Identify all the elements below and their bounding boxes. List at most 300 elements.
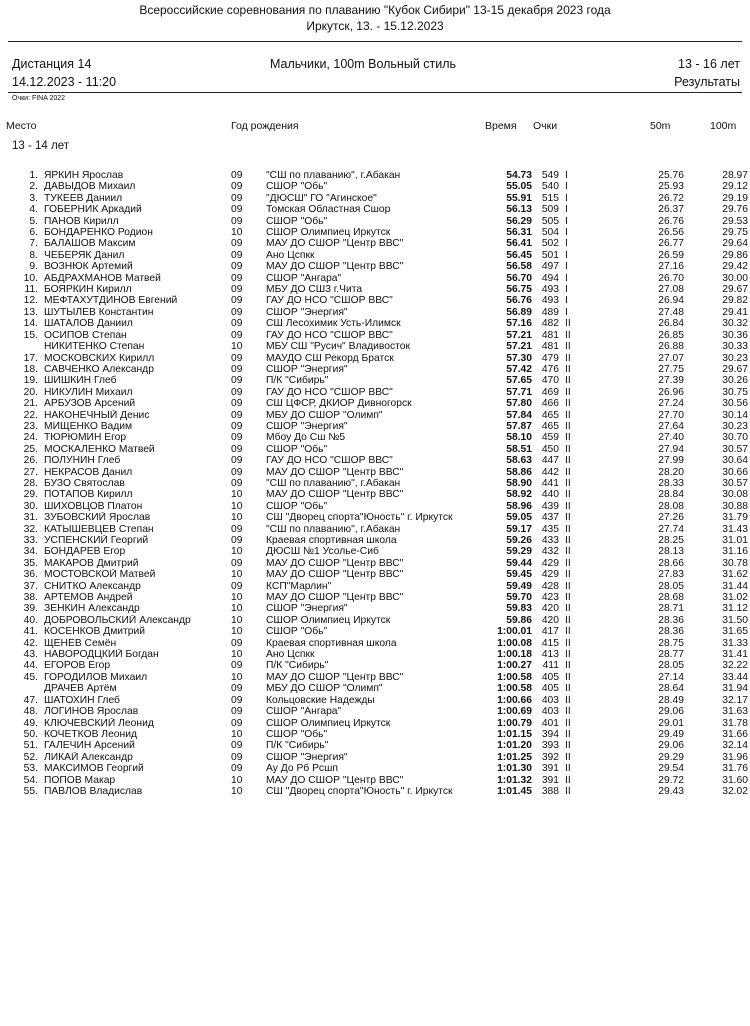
result-time: 1:00.01	[497, 626, 532, 638]
result-place: 1.	[29, 170, 38, 181]
result-place: 36.	[23, 569, 38, 581]
fina-points: 549	[541, 170, 559, 181]
split-100m: 31.76	[722, 763, 748, 775]
result-place: 34.	[23, 546, 38, 558]
club-name: СШОР "Ангара"	[266, 272, 342, 284]
split-50m: 28.71	[658, 603, 684, 615]
result-row	[0, 478, 750, 489]
club-name: СШ "Дворец спорта"Юность" г. Иркутск	[266, 512, 453, 524]
birth-year: 09	[231, 409, 243, 421]
club-name: Кольцовские Надежды	[266, 694, 375, 706]
result-place: 31.	[23, 512, 38, 524]
split-100m: 30.23	[722, 352, 748, 364]
split-50m: 28.25	[658, 535, 684, 546]
club-name: СШОР Олимпиец Иркутск	[266, 614, 391, 626]
club-name: Ано Цспкк	[266, 249, 315, 261]
rank-category: I	[565, 170, 568, 181]
birth-year: 10	[231, 785, 243, 797]
result-place: 37.	[23, 580, 38, 592]
rank-category: II	[565, 774, 571, 786]
athlete-name: ТЮРЮМИН Егор	[44, 432, 127, 444]
rank-category: II	[565, 626, 571, 638]
column-100m: 100m	[710, 120, 737, 132]
result-row	[0, 181, 750, 192]
result-place: 28.	[23, 477, 38, 489]
athlete-name: ЕГОРОВ Егор	[44, 660, 111, 672]
result-time: 56.41	[506, 238, 532, 250]
split-50m: 26.37	[658, 204, 684, 216]
club-name: Ано Цспкк	[266, 649, 315, 661]
club-name: Мбоу До Сш №5	[266, 432, 346, 444]
column-time: Время	[485, 120, 517, 132]
event-description: Мальчики, 100m Вольный стиль	[270, 57, 457, 71]
result-time: 57.80	[506, 398, 532, 410]
club-name: П/К "Сибирь"	[266, 375, 329, 387]
birth-year: 09	[231, 398, 243, 410]
result-time: 1:00.18	[497, 649, 532, 661]
athlete-name: ШИШКИН Глеб	[44, 375, 117, 387]
result-time: 1:00.58	[497, 671, 532, 683]
result-row	[0, 512, 750, 523]
fina-points: 393	[541, 740, 559, 752]
column-50m: 50m	[650, 120, 671, 132]
column-place: Место	[6, 120, 37, 132]
split-50m: 28.77	[658, 649, 684, 661]
rank-category: II	[565, 740, 571, 752]
split-100m: 31.01	[722, 535, 748, 546]
club-name: СШОР Олимпиец Иркутск	[266, 717, 391, 729]
split-50m: 29.43	[658, 785, 684, 797]
rank-category: II	[565, 569, 571, 581]
split-100m: 31.50	[722, 614, 748, 626]
result-place: 2.	[29, 181, 38, 193]
athlete-name: САВЧЕНКО Александр	[44, 363, 154, 375]
fina-points: 432	[541, 546, 559, 558]
result-place: 47.	[23, 694, 38, 706]
fina-points: 405	[541, 683, 559, 695]
club-name: "СШ по плаванию", г.Абакан	[266, 523, 401, 535]
club-name: СШОР "Энергия"	[266, 603, 348, 615]
results-label: Результаты	[674, 75, 740, 89]
result-row	[0, 364, 750, 375]
split-50m: 26.85	[658, 329, 684, 341]
result-place: 19.	[23, 375, 38, 387]
split-100m: 30.66	[722, 466, 748, 478]
split-100m: 31.63	[722, 706, 748, 718]
birth-year: 09	[231, 295, 243, 307]
result-time: 1:00.69	[497, 706, 532, 718]
result-place: 29.	[23, 489, 38, 501]
birth-year: 09	[231, 420, 243, 432]
split-50m: 26.56	[658, 227, 684, 239]
result-row	[0, 672, 750, 683]
split-50m: 27.40	[658, 432, 684, 444]
result-row	[0, 740, 750, 751]
athlete-name: КОСЕНКОВ Дмитрий	[44, 626, 146, 638]
result-row	[0, 649, 750, 660]
split-100m: 29.19	[722, 192, 748, 204]
rank-category: II	[565, 535, 571, 546]
athlete-name: ПАВЛОВ Владислав	[44, 785, 143, 797]
result-time: 59.86	[506, 614, 532, 626]
split-50m: 27.07	[658, 352, 684, 364]
birth-year: 09	[231, 535, 243, 546]
result-row	[0, 535, 750, 546]
birth-year: 10	[231, 603, 243, 615]
split-100m: 30.75	[722, 386, 748, 398]
split-100m: 31.60	[722, 774, 748, 786]
birth-year: 09	[231, 706, 243, 718]
birth-year: 10	[231, 500, 243, 512]
split-50m: 28.05	[658, 580, 684, 592]
birth-year: 10	[231, 569, 243, 581]
result-place: 15.	[23, 329, 38, 341]
fina-points: 476	[541, 363, 559, 375]
result-row	[0, 615, 750, 626]
split-100m: 33.44	[722, 671, 748, 683]
result-row	[0, 569, 750, 580]
birth-year: 09	[231, 249, 243, 261]
athlete-name: БОНДАРЕВ Егор	[44, 546, 126, 558]
athlete-name: КАТЫШЕВЦЕВ Степан	[44, 523, 154, 535]
split-100m: 29.12	[722, 181, 748, 193]
split-50m: 28.36	[658, 614, 684, 626]
result-place: 32.	[23, 523, 38, 535]
club-name: ГАУ ДО НСО "СШОР ВВС"	[266, 295, 393, 307]
rank-category: II	[565, 363, 571, 375]
fina-points: 501	[541, 249, 559, 261]
club-name: П/К "Сибирь"	[266, 660, 329, 672]
result-row	[0, 786, 750, 797]
club-name: СШОР "Обь"	[266, 500, 328, 512]
split-100m: 30.32	[722, 318, 748, 330]
result-time: 56.13	[506, 204, 532, 216]
club-name: МАУ ДО СШОР "Центр ВВС"	[266, 489, 404, 501]
club-name: СШ ЦФСР, ДКИОР Дивногорск	[266, 398, 412, 410]
split-100m: 30.64	[722, 455, 748, 467]
birth-year: 09	[231, 363, 243, 375]
athlete-name: АРБУЗОВ Арсений	[44, 398, 136, 410]
rank-category: II	[565, 466, 571, 478]
rank-category: II	[565, 386, 571, 398]
club-name: "СШ по плаванию", г.Абакан	[266, 170, 401, 181]
result-place: 22.	[23, 409, 38, 421]
rank-category: II	[565, 443, 571, 455]
split-50m: 28.05	[658, 660, 684, 672]
split-50m: 26.70	[658, 272, 684, 284]
split-100m: 30.57	[722, 443, 748, 455]
fina-points: 481	[541, 341, 559, 353]
result-time: 1:00.27	[497, 660, 532, 672]
birth-year: 09	[231, 660, 243, 672]
result-time: 1:01.25	[497, 751, 532, 763]
split-100m: 29.64	[722, 238, 748, 250]
result-row	[0, 284, 750, 295]
athlete-name: ШИХОВЦОВ Платон	[44, 500, 143, 512]
result-time: 57.42	[506, 363, 532, 375]
result-time: 59.49	[506, 580, 532, 592]
fina-points: 423	[541, 592, 559, 604]
result-place: 8.	[29, 249, 38, 261]
club-name: МАУ ДО СШОР "Центр ВВС"	[266, 592, 404, 604]
athlete-name: ШАТАЛОВ Даниил	[44, 318, 133, 330]
fina-points: 493	[541, 295, 559, 307]
club-name: МАУ ДО СШОР "Центр ВВС"	[266, 774, 404, 786]
result-place: 42.	[23, 637, 38, 649]
split-50m: 26.77	[658, 238, 684, 250]
rank-category: II	[565, 649, 571, 661]
split-50m: 27.99	[658, 455, 684, 467]
results-body	[0, 170, 750, 797]
result-row	[0, 683, 750, 694]
result-place: 33.	[23, 535, 38, 546]
result-row	[0, 706, 750, 717]
birth-year: 09	[231, 740, 243, 752]
split-50m: 28.33	[658, 477, 684, 489]
rank-category: II	[565, 420, 571, 432]
split-100m: 29.42	[722, 261, 748, 273]
result-row	[0, 524, 750, 535]
result-time: 1:01.32	[497, 774, 532, 786]
split-100m: 31.94	[722, 683, 748, 695]
club-name: МАУ ДО СШОР "Центр ВВС"	[266, 466, 404, 478]
athlete-name: СНИТКО Александр	[44, 580, 141, 592]
result-time: 55.91	[506, 192, 532, 204]
club-name: Томская Областная Сшор	[266, 204, 391, 216]
fina-points: 493	[541, 284, 559, 296]
athlete-name: ТУКЕЕВ Даниил	[44, 192, 123, 204]
result-place	[0, 683, 44, 694]
birth-year: 09	[231, 637, 243, 649]
fina-points: 447	[541, 455, 559, 467]
club-name: Краевая спортивная школа	[266, 535, 397, 546]
result-time: 1:01.15	[497, 728, 532, 740]
result-row	[0, 467, 750, 478]
club-name: МАУ ДО СШОР "Центр ВВС"	[266, 261, 404, 273]
rank-category: I	[565, 204, 568, 216]
club-name: П/К "Сибирь"	[266, 740, 329, 752]
fina-points: 502	[541, 238, 559, 250]
club-name: КСП"Марлин"	[266, 580, 332, 592]
split-50m: 26.72	[658, 192, 684, 204]
split-50m: 28.66	[658, 557, 684, 569]
rank-category: II	[565, 603, 571, 615]
result-row	[0, 729, 750, 740]
fina-points: 415	[541, 637, 559, 649]
rank-category: II	[565, 683, 571, 695]
result-place: 40.	[23, 614, 38, 626]
rank-category: II	[565, 432, 571, 444]
fina-points: 433	[541, 535, 559, 546]
result-row	[0, 718, 750, 729]
fina-points: 413	[541, 649, 559, 661]
split-50m: 27.48	[658, 306, 684, 318]
result-time: 1:01.45	[497, 785, 532, 797]
fina-points: 466	[541, 398, 559, 410]
rank-category: II	[565, 694, 571, 706]
birth-year: 09	[231, 717, 243, 729]
club-name: СШОР Олимпиец Иркутск	[266, 227, 391, 239]
fina-points: 435	[541, 523, 559, 535]
result-row	[0, 273, 750, 284]
rank-category: II	[565, 785, 571, 797]
result-place: 49.	[23, 717, 38, 729]
result-time: 1:00.08	[497, 637, 532, 649]
result-row	[0, 444, 750, 455]
rank-category: II	[565, 341, 571, 353]
split-50m: 28.84	[658, 489, 684, 501]
fina-points: 481	[541, 329, 559, 341]
split-50m: 29.49	[658, 728, 684, 740]
club-name: СШОР "Энергия"	[266, 751, 348, 763]
birth-year: 09	[231, 306, 243, 318]
result-place: 12.	[23, 295, 38, 307]
split-100m: 31.02	[722, 592, 748, 604]
rank-category: I	[565, 227, 568, 239]
result-time: 56.70	[506, 272, 532, 284]
result-row	[0, 193, 750, 204]
split-50m: 25.93	[658, 181, 684, 193]
result-time: 57.65	[506, 375, 532, 387]
split-100m: 30.57	[722, 477, 748, 489]
result-row	[0, 660, 750, 671]
fina-points: 391	[541, 774, 559, 786]
rank-category: II	[565, 728, 571, 740]
split-50m: 29.01	[658, 717, 684, 729]
birth-year: 09	[231, 751, 243, 763]
fina-points: 403	[541, 706, 559, 718]
result-row	[0, 295, 750, 306]
rank-category: II	[565, 660, 571, 672]
rank-category: II	[565, 512, 571, 524]
results-table	[0, 170, 750, 797]
birth-year: 10	[231, 614, 243, 626]
athlete-name: ШУТЫЛЕВ Константин	[44, 306, 154, 318]
fina-points: 440	[541, 489, 559, 501]
result-place	[0, 341, 44, 352]
split-100m: 29.53	[722, 215, 748, 227]
birth-year: 09	[231, 238, 243, 250]
club-name: МБУ ДО СШ3 г.Чита	[266, 284, 363, 296]
mid-rule	[8, 92, 742, 93]
rank-category: II	[565, 580, 571, 592]
birth-year: 09	[231, 170, 243, 181]
split-50m: 28.75	[658, 637, 684, 649]
result-place: 6.	[29, 227, 38, 239]
rank-category: II	[565, 546, 571, 558]
fina-points: 442	[541, 466, 559, 478]
fina-points: 482	[541, 318, 559, 330]
result-time: 58.86	[506, 466, 532, 478]
rank-category: II	[565, 557, 571, 569]
fina-points: 394	[541, 728, 559, 740]
birth-year: 10	[231, 626, 243, 638]
result-row	[0, 410, 750, 421]
rank-category: II	[565, 329, 571, 341]
club-name: "ДЮСШ" ГО "Агинское"	[266, 192, 377, 204]
result-time: 55.05	[506, 181, 532, 193]
fina-points: 459	[541, 432, 559, 444]
rank-category: II	[565, 318, 571, 330]
club-name: ГАУ ДО НСО "СШОР ВВС"	[266, 329, 393, 341]
split-50m: 27.14	[658, 671, 684, 683]
athlete-name: МАКСИМОВ Георгий	[44, 763, 144, 775]
split-50m: 26.96	[658, 386, 684, 398]
rank-category: II	[565, 523, 571, 535]
birth-year: 09	[231, 443, 243, 455]
rank-category: I	[565, 295, 568, 307]
event-datetime: 14.12.2023 - 11:20	[12, 75, 117, 89]
rank-category: I	[565, 306, 568, 318]
split-100m: 31.43	[722, 523, 748, 535]
athlete-name: ДОБРОВОЛЬСКИЙ Александр	[44, 614, 191, 626]
result-time: 56.31	[506, 227, 532, 239]
result-time: 57.30	[506, 352, 532, 364]
fina-points: 540	[541, 181, 559, 193]
result-time: 59.29	[506, 546, 532, 558]
fina-points: 420	[541, 603, 559, 615]
age-group-heading: 13 - 14 лет	[12, 140, 69, 152]
result-place: 7.	[29, 238, 38, 250]
split-100m: 30.70	[722, 432, 748, 444]
split-100m: 30.26	[722, 375, 748, 387]
athlete-name: МОСКАЛЕНКО Матвей	[44, 443, 155, 455]
club-name: МБУ ДО СШОР "Олимп"	[266, 409, 383, 421]
result-place: 20.	[23, 386, 38, 398]
rank-category: I	[565, 272, 568, 284]
athlete-name: ПАНОВ Кирилл	[44, 215, 119, 227]
club-name: СШОР "Обь"	[266, 181, 328, 193]
rank-category: II	[565, 489, 571, 501]
split-100m: 29.75	[722, 227, 748, 239]
result-place: 54.	[23, 774, 38, 786]
birth-year: 10	[231, 774, 243, 786]
fina-points: 439	[541, 500, 559, 512]
split-100m: 31.96	[722, 751, 748, 763]
athlete-name: ДРАЧЕВ Артём	[44, 683, 117, 695]
result-place: 48.	[23, 706, 38, 718]
result-row	[0, 638, 750, 649]
athlete-name: МЕФТАХУТДИНОВ Евгений	[44, 295, 178, 307]
result-place: 35.	[23, 557, 38, 569]
result-row	[0, 375, 750, 386]
split-100m: 31.65	[722, 626, 748, 638]
athlete-name: МИЩЕНКО Вадим	[44, 420, 133, 432]
athlete-name: БОЯРКИН Кирилл	[44, 284, 132, 296]
fina-points: 429	[541, 557, 559, 569]
result-place: 50.	[23, 728, 38, 740]
result-time: 1:01.30	[497, 763, 532, 775]
result-place: 13.	[23, 306, 38, 318]
birth-year: 09	[231, 318, 243, 330]
result-row	[0, 307, 750, 318]
fina-points: 450	[541, 443, 559, 455]
birth-year: 09	[231, 204, 243, 216]
split-50m: 29.29	[658, 751, 684, 763]
athlete-name: МАКАРОВ Дмитрий	[44, 557, 139, 569]
birth-year: 10	[231, 592, 243, 604]
club-name: Краевая спортивная школа	[266, 637, 397, 649]
split-100m: 28.97	[722, 170, 748, 181]
rank-category: I	[565, 284, 568, 296]
fina-points: 403	[541, 694, 559, 706]
athlete-name: КОЧЕТКОВ Леонид	[44, 728, 137, 740]
rank-category: II	[565, 455, 571, 467]
result-time: 57.87	[506, 420, 532, 432]
split-100m: 30.78	[722, 557, 748, 569]
result-row	[0, 546, 750, 557]
birth-year: 10	[231, 649, 243, 661]
